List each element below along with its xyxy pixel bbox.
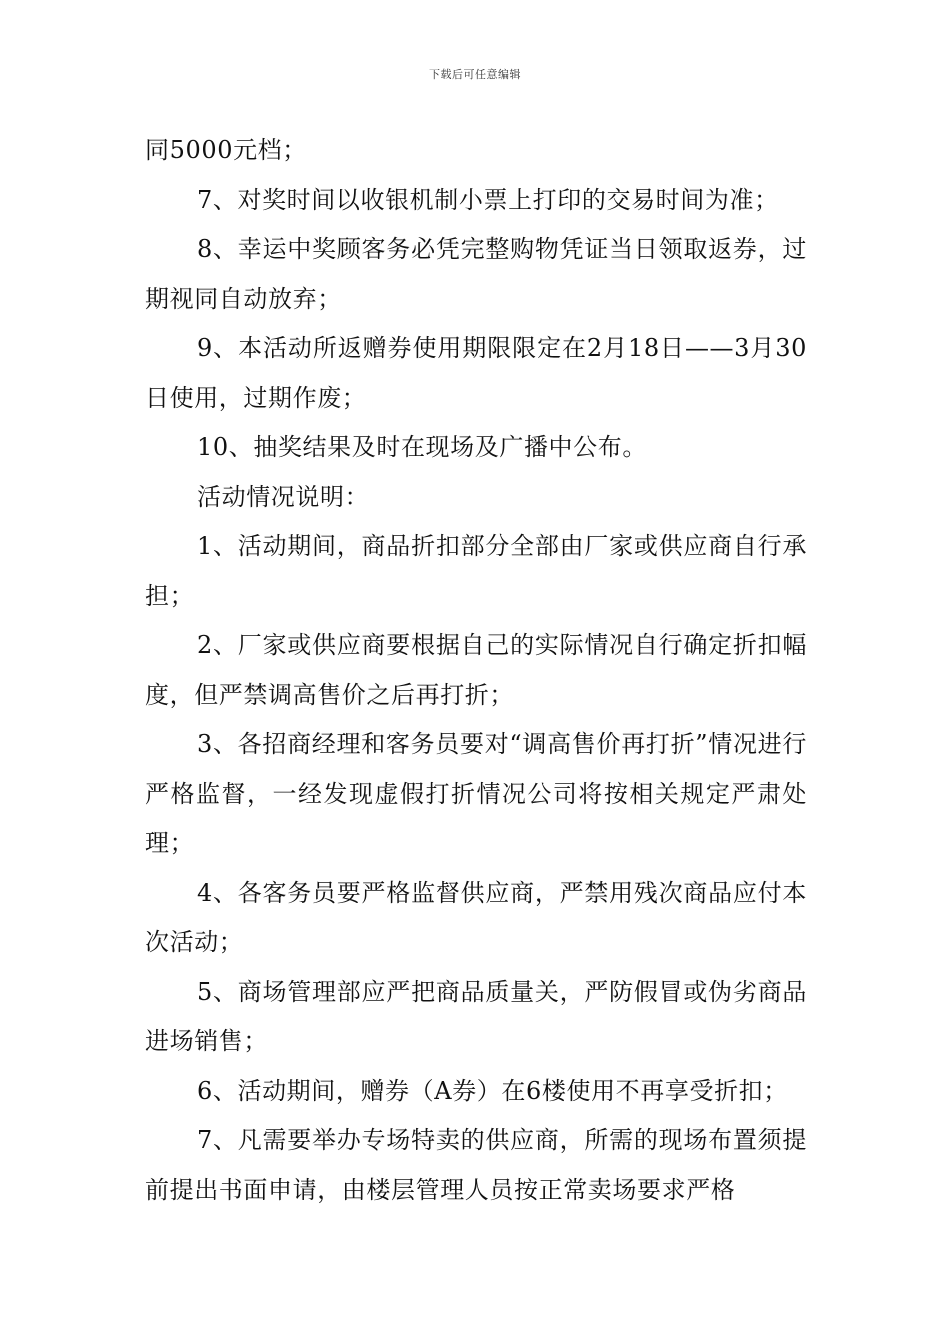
paragraph-note-3: 3、各招商经理和客务员要对“调高售价再打折”情况进行严格监督，一经发现虚假打折情况公司将按相关规定严肃处理； (145, 730, 807, 857)
paragraph-rule-9: 9、本活动所返赠券使用期限限定在2月18日——3月30日使用，过期作废； (145, 334, 807, 412)
paragraph-note-1: 1、活动期间，商品折扣部分全部由厂家或供应商自行承担； (145, 532, 807, 610)
document-body (145, 126, 807, 1215)
paragraph-rule-7: 7、对奖时间以收银机制小票上打印的交易时间为准； (197, 185, 779, 214)
section-heading: 活动情况说明： (197, 482, 370, 511)
paragraph-note-4: 4、各客务员要严格监督供应商，严禁用残次商品应付本次活动； (145, 878, 807, 956)
page-header-note: 下载后可任意编辑 (429, 68, 521, 81)
paragraph-note-7: 7、凡需要举办专场特卖的供应商，所需的现场布置须提前提出书面申请，由楼层管理人员按正常卖场要求严格 (145, 1126, 807, 1204)
paragraph-rule-10: 10、抽奖结果及时在现场及广播中公布。 (197, 433, 647, 461)
paragraph-note-5: 5、商场管理部应严把商品质量关，严防假冒或伪劣商品进场销售； (145, 977, 807, 1055)
paragraph-note-6: 6、活动期间，赠券（A券）在6楼使用不再享受折扣； (197, 1076, 788, 1105)
paragraph-rule-8: 8、幸运中奖顾客务必凭完整购物凭证当日领取返券，过期视同自动放弃； (145, 235, 807, 313)
paragraph-note-2: 2、厂家或供应商要根据自己的实际情况自行确定折扣幅度，但严禁调高售价之后再打折； (145, 631, 807, 709)
paragraph-continuation: 同5000元档； (145, 136, 307, 164)
